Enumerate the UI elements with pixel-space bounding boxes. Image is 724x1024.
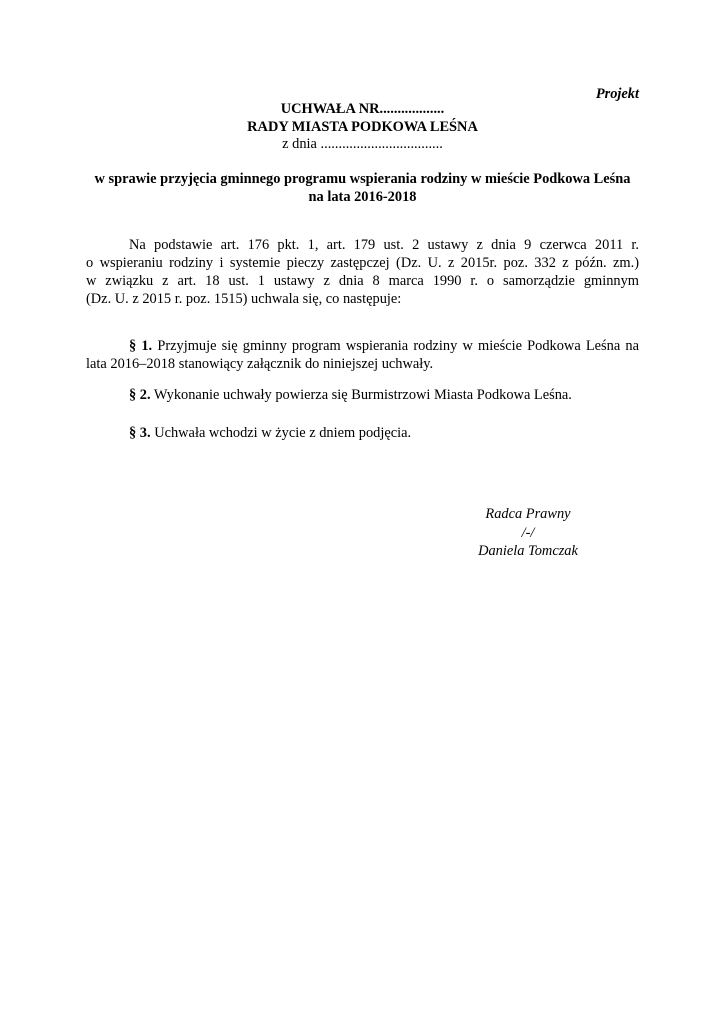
- projekt-label: Projekt: [595, 86, 639, 102]
- resolution-header: [86, 101, 639, 154]
- preamble-line-3: w związku z art. 18 ust. 1 ustawy z dnia 8 marca 1990 r. o samorządzie gminnym: [86, 273, 639, 289]
- legal-basis-preamble: [86, 236, 639, 308]
- preamble-line-2: o wspieraniu rodziny i systemie pieczy zastępczej (Dz. U. z 2015r. poz. 332 z późn. zm.): [86, 255, 639, 271]
- paragraph-1: [86, 337, 639, 373]
- resolution-subject: [86, 170, 639, 206]
- paragraph-1-line-1: [86, 337, 639, 355]
- resolution-date: z dnia ..................................: [282, 136, 443, 152]
- paragraph-3-text: Uchwała wchodzi w życie z dniem podjęcia.: [150, 425, 412, 441]
- paragraph-3-number: § 3.: [129, 425, 151, 441]
- document-page: [86, 0, 639, 1024]
- subject-line-1: w sprawie przyjęcia gminnego programu wspierania rodziny w mieście Podkowa Leśna: [94, 171, 631, 187]
- signature-role: Radca Prawny: [485, 506, 571, 522]
- paragraph-1-text-1: Przyjmuje się gminny program wspierania rodziny w mieście Podkowa Leśna na: [152, 338, 639, 354]
- signature-block: [463, 505, 593, 561]
- paragraph-1-number: § 1.: [129, 338, 153, 354]
- paragraph-1-line-2: lata 2016–2018 stanowiący załącznik do niniejszej uchwały.: [86, 356, 434, 372]
- signature-name: Daniela Tomczak: [478, 543, 578, 559]
- paragraph-2-line-1: [86, 386, 639, 404]
- council-name: RADY MIASTA PODKOWA LEŚNA: [247, 118, 478, 135]
- resolution-title: UCHWAŁA NR..................: [280, 101, 445, 117]
- paragraph-3: [86, 424, 639, 442]
- paragraph-2: [86, 386, 639, 404]
- preamble-line-1: Na podstawie art. 176 pkt. 1, art. 179 ust. 2 ustawy z dnia 9 czerwca 2011 r.: [129, 237, 639, 253]
- subject-line-2: na lata 2016-2018: [308, 189, 417, 205]
- signature-mark: /-/: [521, 524, 535, 541]
- paragraph-2-text: Wykonanie uchwały powierza się Burmistrzowi Miasta Podkowa Leśna.: [150, 387, 572, 403]
- paragraph-2-number: § 2.: [129, 387, 151, 403]
- paragraph-3-line-1: [86, 424, 639, 442]
- preamble-line-4: (Dz. U. z 2015 r. poz. 1515) uchwala się, co następuje:: [86, 291, 402, 307]
